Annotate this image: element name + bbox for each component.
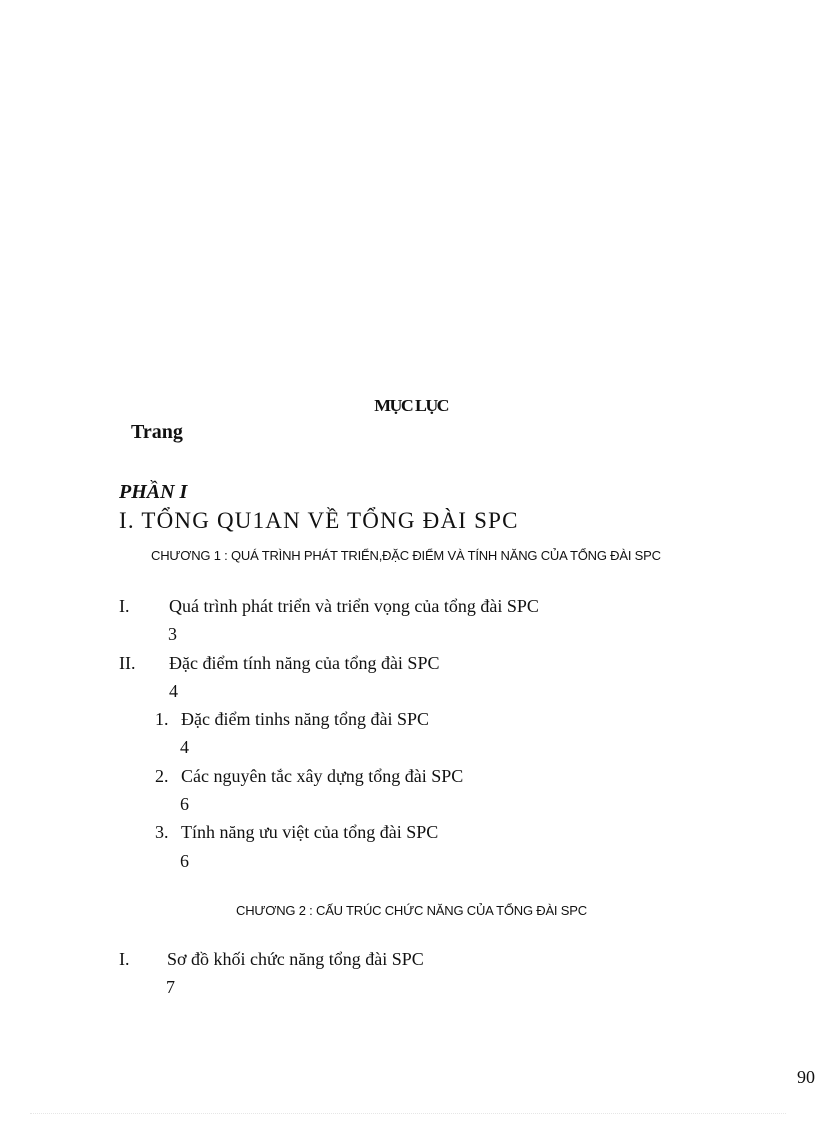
entry-marker: II. xyxy=(119,653,136,673)
entry-text: Tính năng ưu việt của tổng đài SPC xyxy=(181,822,439,842)
chapter-1-heading: CHƯƠNG 1 : QUÁ TRÌNH PHÁT TRIỂN,ĐẶC ĐIỂM VÀ TÍNH NĂNG CỦA TỔNG ĐÀI SPC xyxy=(151,548,661,563)
chapter-2-heading: CHƯƠNG 2 : CẤU TRÚC CHỨC NĂNG CỦA TỔNG ĐÀI SPC xyxy=(236,903,587,918)
entry-marker: 1. xyxy=(155,709,169,729)
entry-page: 4 xyxy=(180,737,189,757)
page-column-label: Trang xyxy=(131,421,183,443)
part-title: I. TỔNG QU1AN VỀ TỔNG ĐÀI SPC xyxy=(119,508,519,533)
entry-page: 3 xyxy=(168,624,177,644)
footer-divider xyxy=(30,1113,786,1114)
entry-text: Quá trình phát triển và triển vọng của tổng đài SPC xyxy=(169,596,539,616)
entry-page: 4 xyxy=(169,681,178,701)
entry-page: 6 xyxy=(180,851,189,871)
entry-text: Đặc điểm tinhs năng tổng đài SPC xyxy=(181,709,429,729)
entry-marker: 3. xyxy=(155,822,169,842)
toc-title: MỤC LỤC xyxy=(374,396,449,415)
entry-marker: I. xyxy=(119,949,130,969)
entry-marker: 2. xyxy=(155,766,169,786)
entry-text: Sơ đồ khối chức năng tổng đài SPC xyxy=(167,949,424,969)
entry-marker: I. xyxy=(119,596,130,616)
page-number: 90 xyxy=(797,1067,815,1087)
entry-text: Đặc điểm tính năng của tổng đài SPC xyxy=(169,653,440,673)
part-label: PHẦN I xyxy=(119,481,188,503)
entry-page: 6 xyxy=(180,794,189,814)
entry-page: 7 xyxy=(166,977,175,997)
entry-text: Các nguyên tắc xây dựng tổng đài SPC xyxy=(181,766,464,786)
